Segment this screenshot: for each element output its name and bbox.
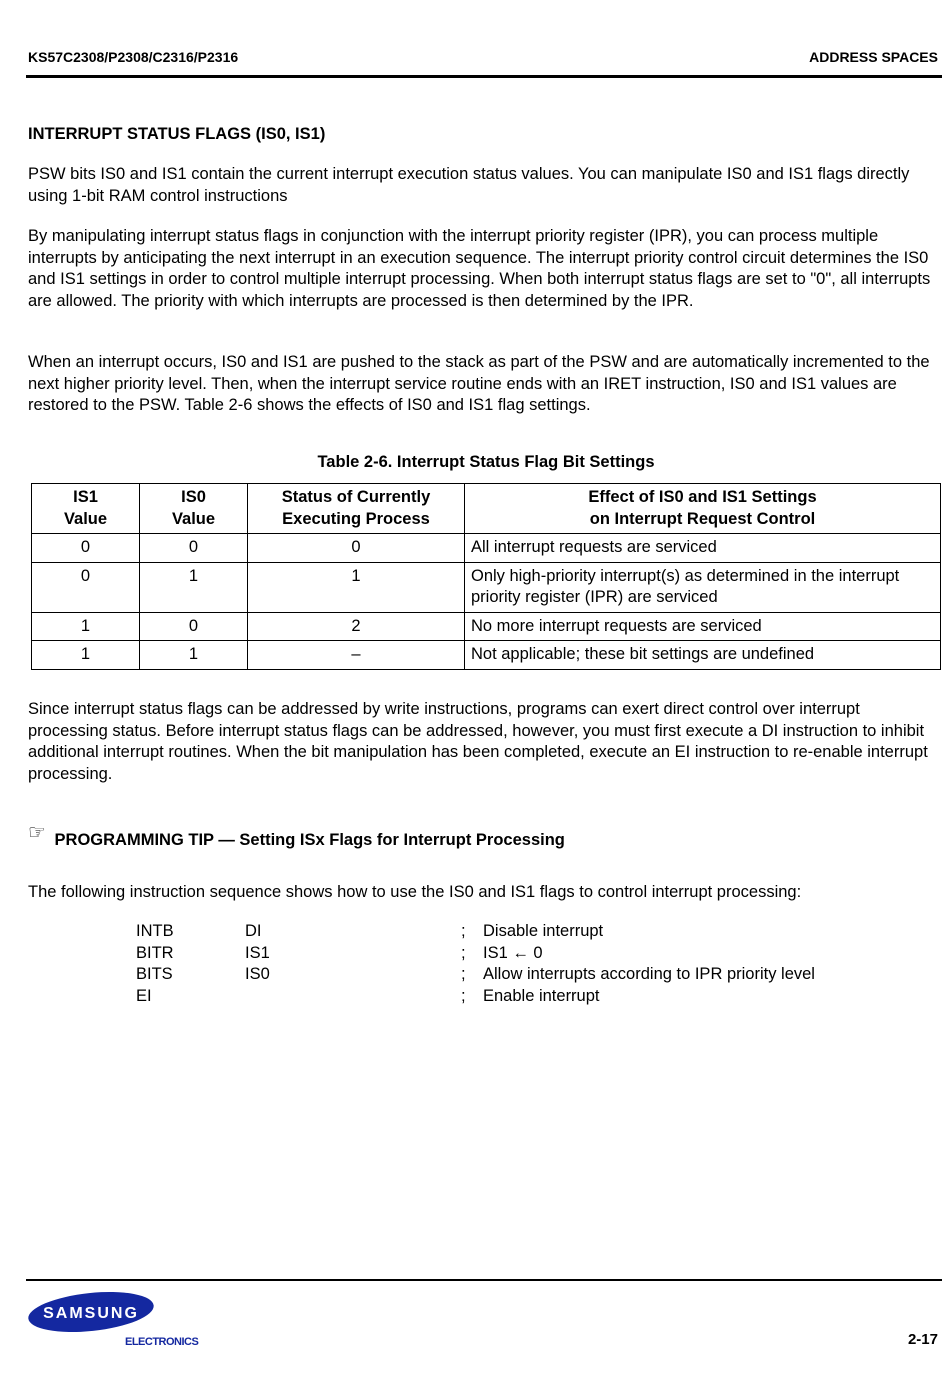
paragraph-2: By manipulating interrupt status flags in conjunction with the interrupt priority register (IPR), you can process multiple interrupts by anticipating the next interrupt in an execution sequence. The interrupt priority control circuit determines the IS0 and IS1 settings in order to control multiple interrupt processing. When both interrupt status flags are set to "0", all interrupts are allowed. The priority with which interrupts are processed is then determined by the IPR. <box>28 227 931 310</box>
cell-status: 2 <box>248 612 465 641</box>
cell-effect: No more interrupt requests are serviced <box>465 612 941 641</box>
page-header <box>28 49 938 69</box>
code-operand: IS0 <box>245 965 270 984</box>
table-row <box>32 641 941 670</box>
header-status: Status of Currently Executing Process <box>248 484 465 534</box>
table-row <box>32 534 941 563</box>
paragraph-after-table: Since interrupt status flags can be addressed by write instructions, programs can exert direct control over interrupt processing status. Before interrupt status flags can be addressed, however, you must first execute a DI instruction to inhibit additional interrupt routines. When the bit manipulation has been completed, execute an EI instruction to re-enable interrupt processing. <box>28 700 928 783</box>
samsung-logo <box>28 1291 208 1351</box>
table-header-row <box>32 484 941 534</box>
code-comment: Allow interrupts according to IPR priority level <box>483 965 815 984</box>
code-mnemonic: BITS <box>136 965 173 984</box>
cell-is0: 1 <box>140 562 248 612</box>
code-mnemonic: EI <box>136 987 152 1006</box>
cell-is1: 1 <box>32 641 140 670</box>
samsung-division-text: ELECTRONICS <box>125 1336 199 1348</box>
table-caption: Table 2-6. Interrupt Status Flag Bit Settings <box>317 453 655 471</box>
cell-status: 0 <box>248 534 465 563</box>
cell-is0: 1 <box>140 641 248 670</box>
page-number: 2-17 <box>907 1331 938 1348</box>
cell-is0: 0 <box>140 612 248 641</box>
header-is0: IS0 Value <box>140 484 248 534</box>
tip-intro: The following instruction sequence shows how to use the IS0 and IS1 flags to control interrupt processing: <box>28 883 802 901</box>
code-mnemonic: INTB <box>136 922 174 940</box>
code-comment: IS1 ← 0 <box>483 943 543 962</box>
programming-tip-title <box>28 822 565 851</box>
cell-effect: All interrupt requests are serviced <box>465 534 941 563</box>
code-operand: IS1 <box>245 943 270 962</box>
doc-part-number: KS57C2308/P2308/C2316/P2316 <box>28 49 239 65</box>
cell-effect: Not applicable; these bit settings are undefined <box>465 641 941 670</box>
header-rule <box>26 75 942 78</box>
tip-title-text: PROGRAMMING TIP — Setting ISx Flags for Interrupt Processing <box>54 831 565 849</box>
cell-is1: 0 <box>32 534 140 563</box>
code-separator: ; <box>461 943 466 962</box>
interrupt-status-table <box>31 483 941 670</box>
code-operand: DI <box>245 922 262 940</box>
section-title: INTERRUPT STATUS FLAGS (IS0, IS1) <box>28 125 326 143</box>
header-effect: Effect of IS0 and IS1 Settings on Interrupt Request Control <box>465 484 941 534</box>
code-comment: Enable interrupt <box>483 987 600 1006</box>
cell-status: 1 <box>248 562 465 612</box>
chapter-title: ADDRESS SPACES <box>809 49 938 65</box>
cell-is1: 0 <box>32 562 140 612</box>
paragraph-3: When an interrupt occurs, IS0 and IS1 are pushed to the stack as part of the PSW and are automatically incremented to the next higher priority level. Then, when the interrupt service routine ends with an IRET instruction, IS0 and IS1 values are restored to the PSW. Table 2-6 shows the effects of IS0 and IS1 flag settings. <box>28 353 930 414</box>
footer-rule <box>26 1279 942 1281</box>
table-row <box>32 612 941 641</box>
paragraph-1: PSW bits IS0 and IS1 contain the current interrupt execution status values. You can manipulate IS0 and IS1 flags directly using 1-bit RAM control instructions <box>28 165 910 205</box>
code-mnemonic: BITR <box>136 943 174 962</box>
pointing-hand-icon: ☞ <box>28 822 46 844</box>
code-separator: ; <box>461 922 466 940</box>
cell-status: – <box>248 641 465 670</box>
cell-effect: Only high-priority interrupt(s) as determined in the interrupt priority register (IPR) are serviced <box>465 562 941 612</box>
header-is1: IS1 Value <box>32 484 140 534</box>
code-separator: ; <box>461 965 466 984</box>
cell-is0: 0 <box>140 534 248 563</box>
code-separator: ; <box>461 987 466 1006</box>
table-row <box>32 562 941 612</box>
code-comment: Disable interrupt <box>483 922 604 940</box>
cell-is1: 1 <box>32 612 140 641</box>
samsung-brand-text: SAMSUNG <box>43 1305 139 1322</box>
